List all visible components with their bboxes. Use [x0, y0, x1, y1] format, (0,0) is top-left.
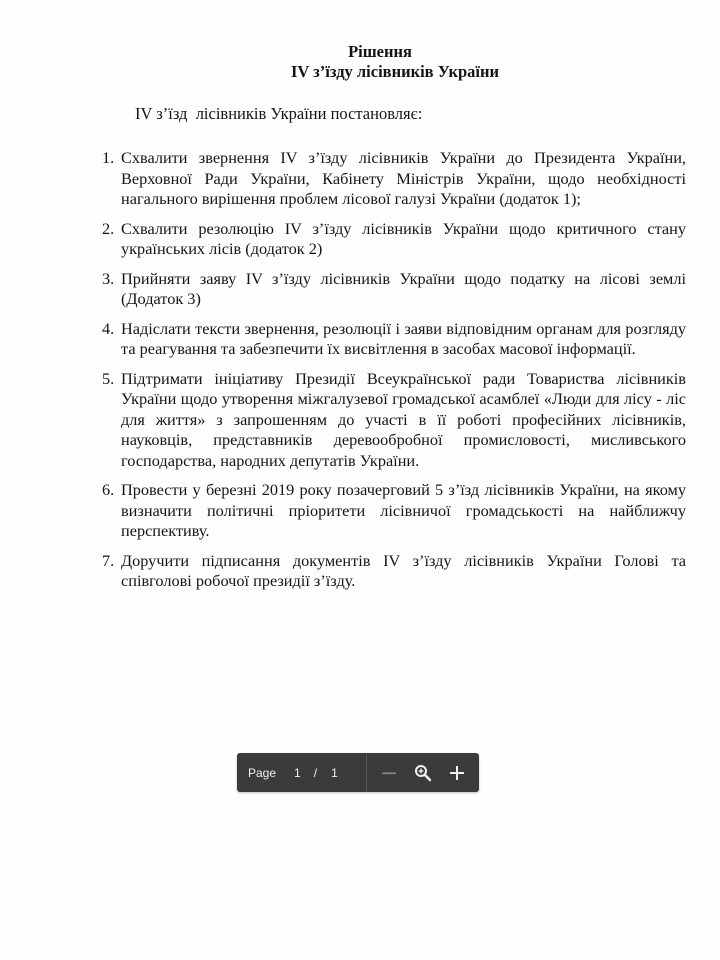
decision-number: 1. — [102, 148, 115, 167]
decision-item — [102, 148, 686, 210]
decision-item — [102, 219, 686, 260]
decisions-list — [102, 148, 686, 601]
zoom-controls — [367, 753, 479, 792]
decision-text: Підтримати ініціативу Президії Всеукраїнської ради Товариства лісівників України щодо утворення міжгалузевої громадської асамблеї «Люди для лісу - ліс для життя» з запрошенням до участі в її роботі професійних лісівників, науковців, представників деревообробної промисловості, мисливського господарства, народних депутатів України. — [121, 368, 686, 470]
zoom-out-button[interactable] — [372, 758, 406, 788]
decision-text: Схвалити звернення IV з’їзду лісівників України до Президента України, Верховної Ради України, Кабінету Міністрів України, щодо необхідності нагального вирішення проблем лісової галузі України (додаток 1); — [121, 148, 686, 208]
zoom-in-button[interactable] — [440, 758, 474, 788]
decision-item — [102, 369, 686, 472]
magnifier-icon — [414, 764, 432, 782]
decision-text: Схвалити резолюцію IV з’їзду лісівників України щодо критичного стану українських лісів (додаток 2) — [121, 218, 686, 258]
decision-number: 5. — [102, 368, 115, 388]
zoom-reset-button[interactable] — [406, 758, 440, 788]
intro-paragraph: IV з’їзд лісівників України постановляє: — [135, 104, 423, 123]
decision-item — [102, 480, 686, 542]
title-line-2: IV з’їзду лісівників України — [290, 62, 499, 81]
minus-icon — [381, 765, 397, 781]
page-separator: / — [313, 765, 318, 780]
decision-number: 2. — [102, 218, 115, 238]
title-line-1: Рішення — [348, 42, 412, 61]
plus-icon — [449, 765, 465, 781]
page-label: Page — [248, 765, 277, 780]
current-page-input[interactable]: 1 — [294, 765, 301, 780]
total-pages: 1 — [331, 765, 338, 780]
decision-item — [102, 269, 686, 310]
decision-number: 6. — [102, 480, 115, 499]
decision-item — [102, 551, 686, 592]
decision-text: Надіслати тексти звернення, резолюції і заяви відповідним органам для розгляду та реагування та забезпечити їх висвітлення в засобах масової інформації. — [121, 318, 686, 358]
decision-item — [102, 319, 686, 360]
page-indicator — [237, 753, 366, 792]
decision-text: Провести у березні 2019 року позачерговий 5 з’їзд лісівників України, на якому визначити політичні пріоритети лісівничої громадськості на найближчу перспективу. — [121, 480, 686, 540]
decision-text: Доручити підписання документів IV з’їзду лісівників України Голові та співголові робочої президії з’їзду. — [121, 550, 686, 590]
decision-text: Прийняти заяву IV з’їзду лісівників України щодо податку на лісові землі (Додаток 3) — [121, 268, 686, 308]
decision-number: 7. — [102, 550, 115, 570]
decision-number: 3. — [102, 268, 115, 288]
decision-number: 4. — [102, 318, 115, 338]
document-title — [0, 42, 720, 82]
pdf-viewer-toolbar — [237, 753, 479, 792]
